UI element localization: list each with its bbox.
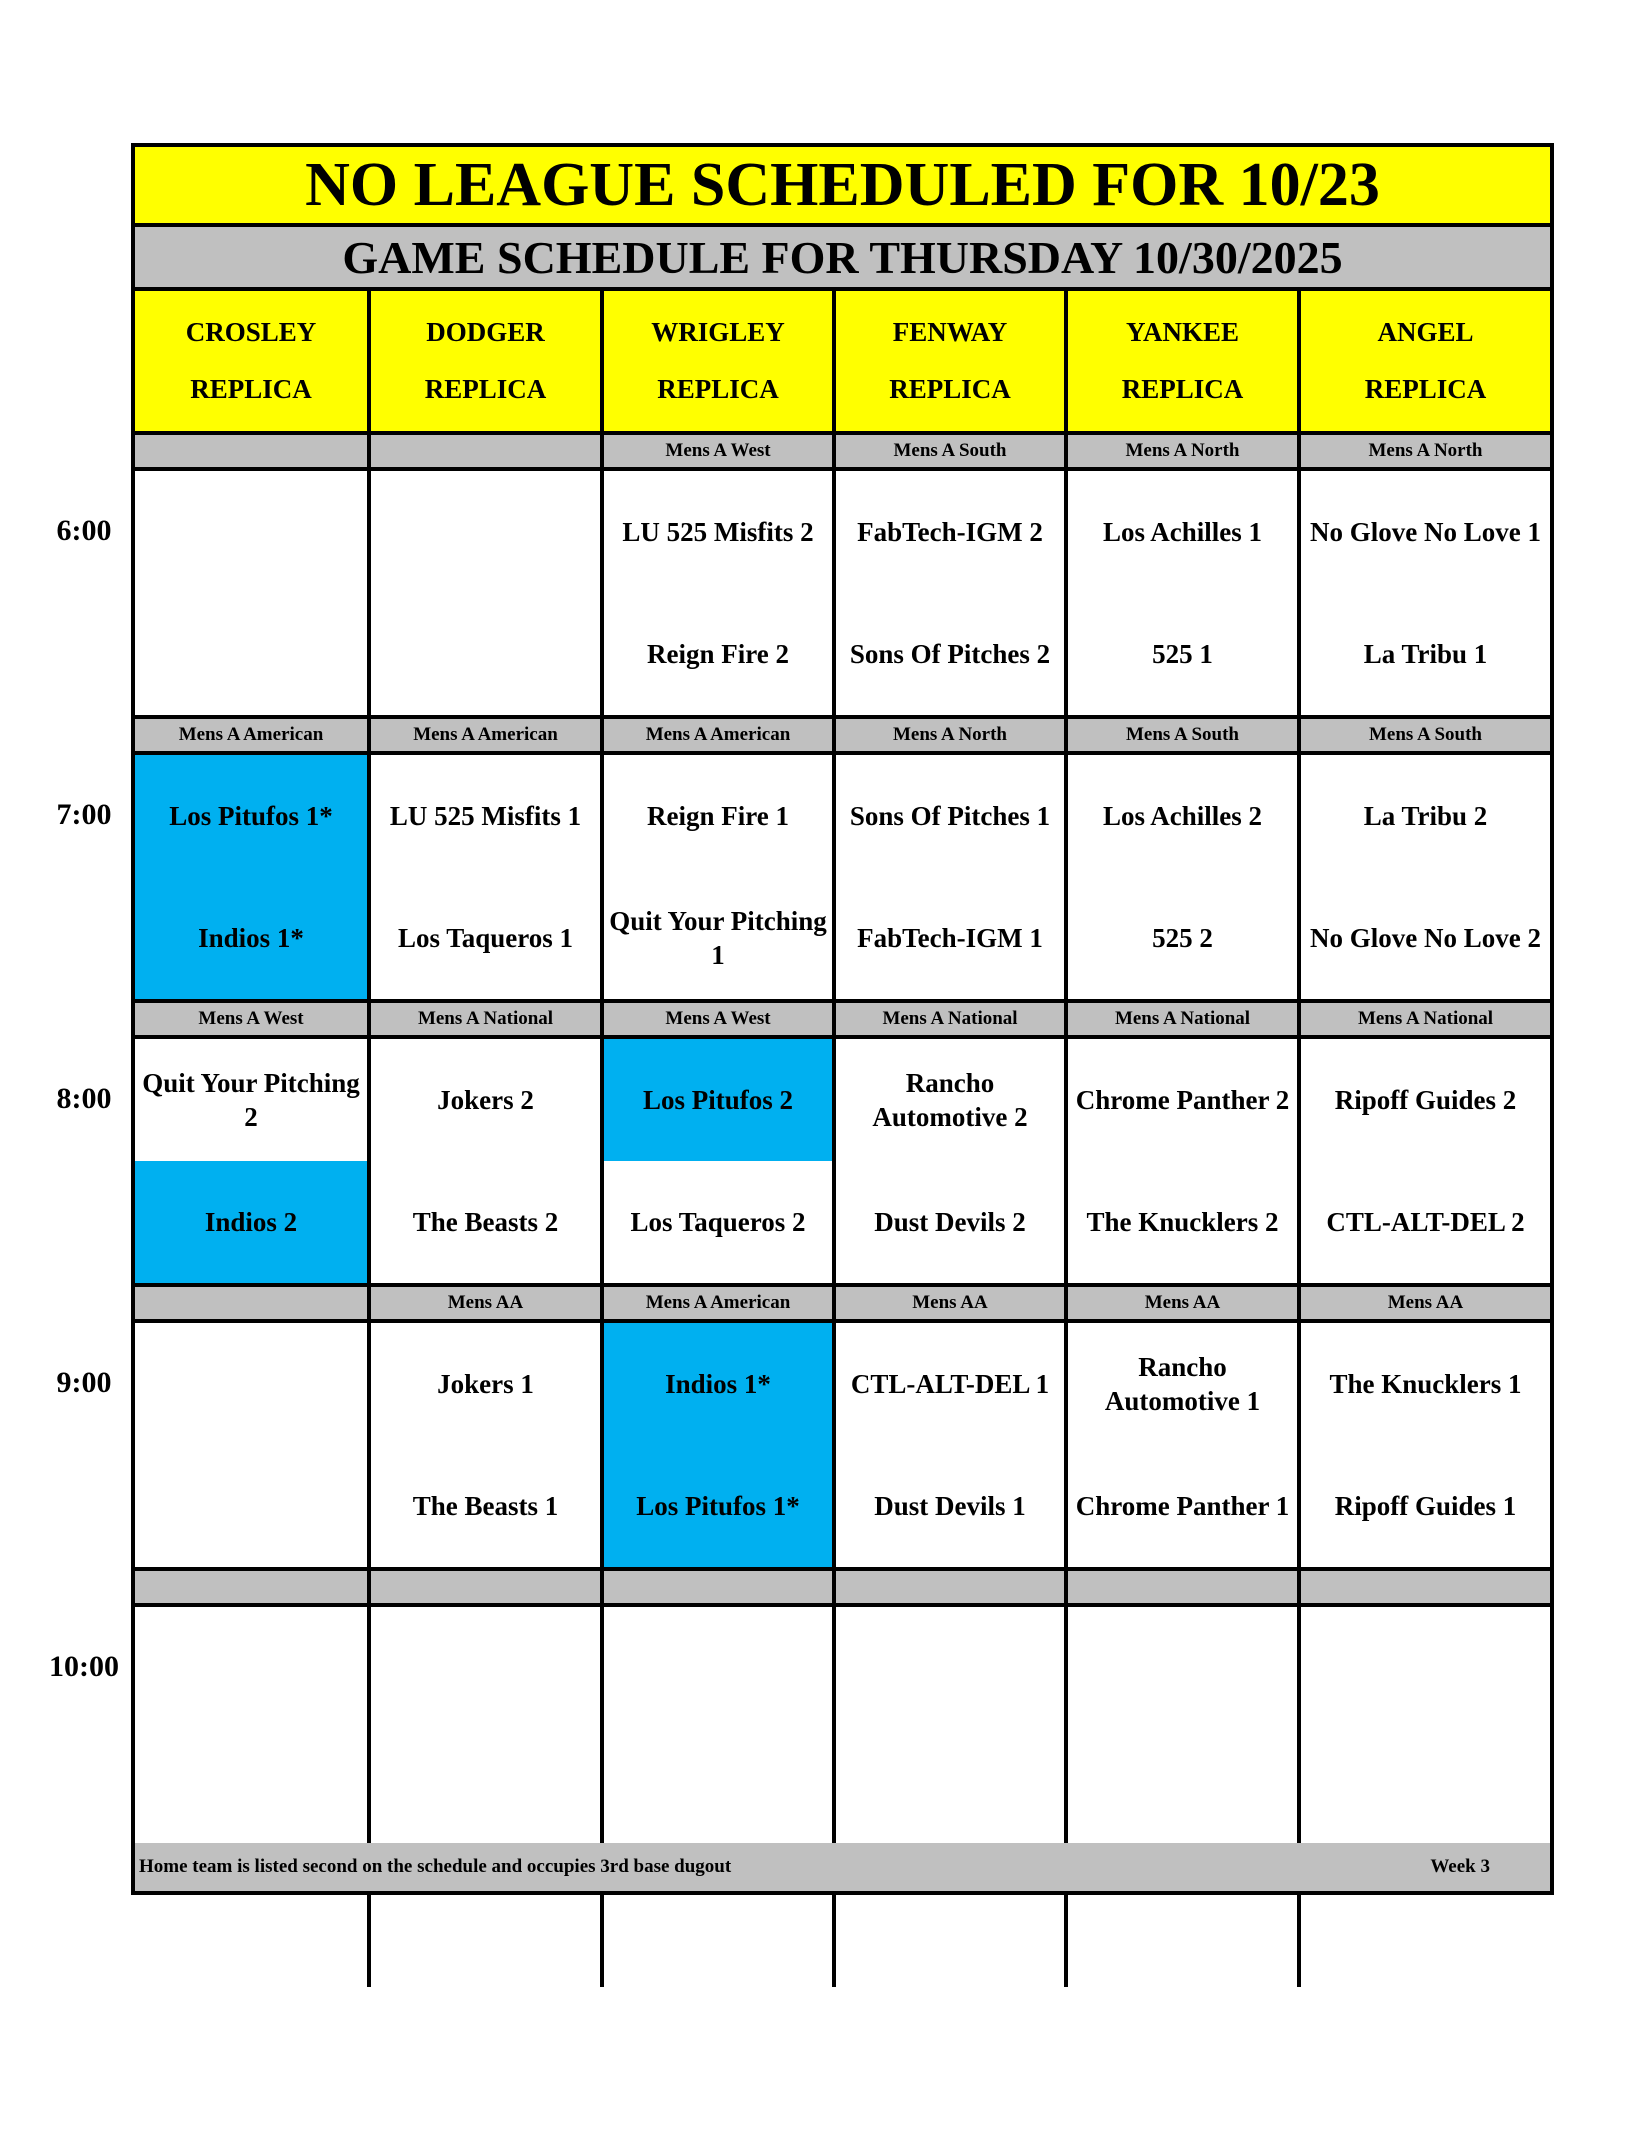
field-name: ANGEL [1377,317,1474,347]
visiting-team-cell [135,1607,367,1729]
home-team-cell: The Beasts 1 [412,1491,559,1521]
league-label: Mens A American [135,719,367,755]
league-label: Mens A American [604,1287,832,1323]
league-label: Mens A North [1301,435,1550,471]
field-name: YANKEE [1125,317,1240,347]
league-label [371,435,600,471]
column-divider [1064,291,1068,1987]
visiting-team-cell: Rancho Automotive 2 [872,1068,1028,1132]
home-team-cell: Reign Fire 2 [647,639,789,669]
home-team-cell: FabTech-IGM 1 [857,923,1043,953]
home-team-cell: No Glove No Love 2 [1310,923,1541,953]
field-header-0 [135,291,367,435]
field-header-2 [604,291,832,435]
league-label: Mens AA [1301,1287,1550,1323]
home-team-cell: La Tribu 1 [1363,639,1488,669]
visiting-team-cell: Rancho Automotive 1 [1104,1352,1261,1416]
field-name: WRIGLEY [651,317,785,347]
league-label: Mens A American [604,719,832,755]
visiting-team-cell: La Tribu 2 [1363,801,1488,831]
league-label: Mens A National [836,1003,1064,1039]
league-label: Mens A American [371,719,600,755]
league-label: Mens AA [1068,1287,1297,1323]
field-name: CROSLEY [185,317,317,347]
home-team-cell: 525 1 [1152,639,1213,669]
visiting-team-cell [836,1607,1064,1729]
column-divider [367,291,371,1987]
time-label: 9:00 [56,1366,112,1399]
visiting-team-cell: Indios 1* [604,1323,832,1445]
home-team-cell: The Beasts 2 [412,1207,559,1237]
home-team-cell: 525 2 [1152,923,1213,953]
schedule-table [131,143,1554,1895]
league-label: Mens A South [1301,719,1550,755]
home-team-cell: Dust Devils 2 [874,1207,1026,1237]
field-type: REPLICA [1121,374,1244,404]
home-team-cell: The Knucklers 2 [1086,1207,1279,1237]
league-label [135,1287,367,1323]
home-team-cell: CTL-ALT-DEL 2 [1326,1207,1525,1237]
league-label: Mens A West [135,1003,367,1039]
visiting-team-cell: The Knucklers 1 [1329,1369,1522,1399]
league-label [135,1571,367,1607]
field-header-4 [1068,291,1297,435]
home-team-cell: Los Pitufos 1* [604,1445,832,1567]
league-label: Mens A West [604,435,832,471]
field-header-3 [836,291,1064,435]
home-team-cell: Ripoff Guides 1 [1334,1491,1517,1521]
league-label [1301,1571,1550,1607]
visiting-team-cell: Ripoff Guides 2 [1334,1085,1517,1115]
league-label: Mens A South [1068,719,1297,755]
home-team-cell [135,593,367,715]
field-type: REPLICA [1364,374,1487,404]
league-label [371,1571,600,1607]
league-label [135,435,367,471]
visiting-team-cell [135,1323,367,1445]
home-team-cell: Indios 1* [135,877,367,999]
visiting-team-cell [135,471,367,593]
no-league-title: NO LEAGUE SCHEDULED FOR 10/23 [135,147,1550,227]
league-label: Mens A South [836,435,1064,471]
field-type: REPLICA [657,374,779,404]
home-team-cell: Indios 2 [135,1161,367,1283]
home-team-cell: Dust Devils 1 [874,1491,1026,1521]
column-divider [832,291,836,1987]
visiting-team-cell [371,1607,600,1729]
time-label: 8:00 [56,1082,112,1115]
league-label: Mens A National [1301,1003,1550,1039]
league-label: Mens A West [604,1003,832,1039]
footer-bar [135,1843,1550,1891]
home-team-cell [371,593,600,715]
visiting-team-cell: LU 525 Misfits 1 [389,801,582,831]
visiting-team-cell [371,471,600,593]
home-team-cell [836,1729,1064,1851]
league-label: Mens A National [371,1003,600,1039]
home-team-cell: Los Taqueros 2 [630,1207,806,1237]
visiting-team-cell: Jokers 1 [437,1369,534,1399]
visiting-team-cell [1301,1607,1550,1729]
visiting-team-cell: Quit Your Pitching 2 [142,1068,360,1132]
column-divider [1297,291,1301,1987]
visiting-team-cell: Los Pitufos 2 [604,1039,832,1161]
visiting-team-cell: Reign Fire 1 [647,801,789,831]
column-divider [600,291,604,1987]
visiting-team-cell: FabTech-IGM 2 [857,517,1043,547]
visiting-team-cell: Los Achilles 2 [1102,801,1263,831]
visiting-team-cell [604,1607,832,1729]
time-label: 7:00 [56,798,112,831]
visiting-team-cell: Los Achilles 1 [1102,517,1263,547]
league-label [836,1571,1064,1607]
schedule-subtitle: GAME SCHEDULE FOR THURSDAY 10/30/2025 [135,227,1550,291]
home-team-cell: Sons Of Pitches 2 [849,639,1051,669]
home-team-cell [371,1729,600,1851]
field-header-1 [371,291,600,435]
visiting-team-cell: CTL-ALT-DEL 1 [850,1369,1050,1399]
visiting-team-cell: Sons Of Pitches 1 [849,801,1051,831]
league-label: Mens A North [836,719,1064,755]
league-label [1068,1571,1297,1607]
field-name: DODGER [426,317,545,347]
home-team-cell [604,1729,832,1851]
home-team-cell [135,1445,367,1567]
home-team-note: Home team is listed second on the schedule and occupies 3rd base dugout [139,1856,732,1877]
visiting-team-cell: Chrome Panther 2 [1075,1085,1290,1115]
home-team-cell: Chrome Panther 1 [1075,1491,1290,1521]
home-team-cell [135,1729,367,1851]
field-type: REPLICA [190,374,312,404]
field-type: REPLICA [889,374,1011,404]
league-label: Mens A National [1068,1003,1297,1039]
visiting-team-cell: No Glove No Love 1 [1310,517,1541,547]
league-label [604,1571,832,1607]
league-label: Mens AA [371,1287,600,1323]
home-team-cell [1068,1729,1297,1851]
field-name: FENWAY [892,317,1008,347]
home-team-cell: Los Taqueros 1 [397,923,574,953]
home-team-cell: Quit Your Pitching 1 [609,906,827,970]
time-label: 10:00 [49,1650,119,1683]
visiting-team-cell: Jokers 2 [437,1085,534,1115]
league-label: Mens A North [1068,435,1297,471]
visiting-team-cell [1068,1607,1297,1729]
visiting-team-cell: Los Pitufos 1* [135,755,367,877]
time-label: 6:00 [56,514,112,547]
field-type: REPLICA [424,374,547,404]
visiting-team-cell: LU 525 Misfits 2 [622,517,814,547]
home-team-cell [1301,1729,1550,1851]
league-label: Mens AA [836,1287,1064,1323]
week-label: Week 3 [1430,1856,1490,1877]
field-header-5 [1301,291,1550,435]
